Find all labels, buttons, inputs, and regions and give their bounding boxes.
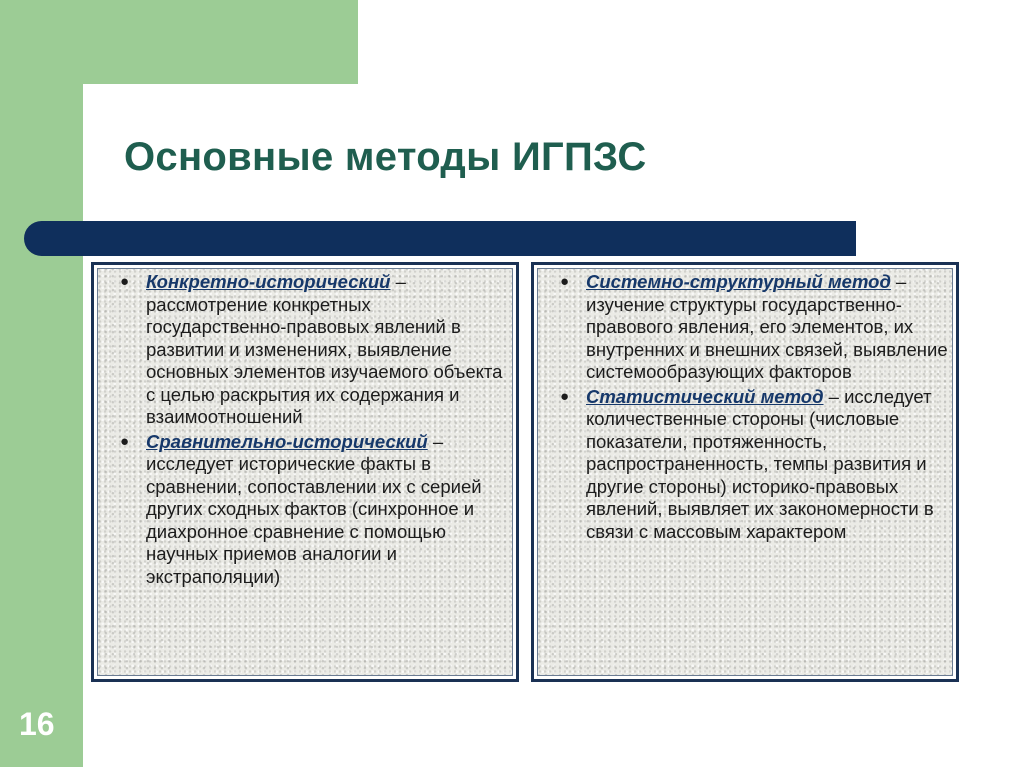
page-number: 16 bbox=[19, 706, 55, 742]
right-methods-box bbox=[531, 262, 959, 682]
left-methods-box bbox=[91, 262, 519, 682]
method-term: Конкретно-исторический bbox=[146, 271, 391, 292]
bullet-icon: ● bbox=[560, 273, 570, 290]
title-underline-bar bbox=[24, 221, 856, 256]
bullet-icon: ● bbox=[560, 387, 570, 405]
list-item bbox=[104, 431, 508, 589]
list-item bbox=[544, 386, 948, 544]
top-green-frame bbox=[0, 0, 358, 84]
method-description: – рассмотрение конкретных государственно-правовых явлений в развитии и изменениях, выявление основных элементов изучаемого объекта с целью раскрытия их содержания и взаимоотношений bbox=[146, 271, 503, 427]
method-term: Статистический метод bbox=[586, 385, 824, 407]
method-term: Системно-структурный метод bbox=[586, 271, 891, 292]
bullet-icon: ● bbox=[120, 432, 130, 450]
bullet-icon: ● bbox=[120, 273, 130, 290]
list-item bbox=[104, 271, 508, 429]
right-methods-list bbox=[534, 265, 956, 543]
method-term: Сравнительно-исторический bbox=[146, 430, 428, 452]
list-item bbox=[544, 271, 948, 384]
slide-title: Основные методы ИГПЗС bbox=[124, 135, 647, 179]
method-description: – исследует количественные стороны (числовые показатели, протяженность, распространенность, темпы развития и другие стороны) историко-правовых явлений, выявляет их закономерности в связи с массовым характером bbox=[586, 385, 934, 542]
left-green-frame bbox=[0, 0, 83, 767]
method-description: – изучение структуры государственно-правового явления, его элементов, их внутренних и внешних связей, выявление системообразующих факторов bbox=[586, 271, 948, 382]
method-description: – исследует исторические факты в сравнении, сопоставлении их с серией других сходных фактов (синхронное и диахронное сравнение с помощью научных приемов аналогии и экстраполяции) bbox=[146, 430, 482, 587]
left-methods-list bbox=[94, 265, 516, 588]
